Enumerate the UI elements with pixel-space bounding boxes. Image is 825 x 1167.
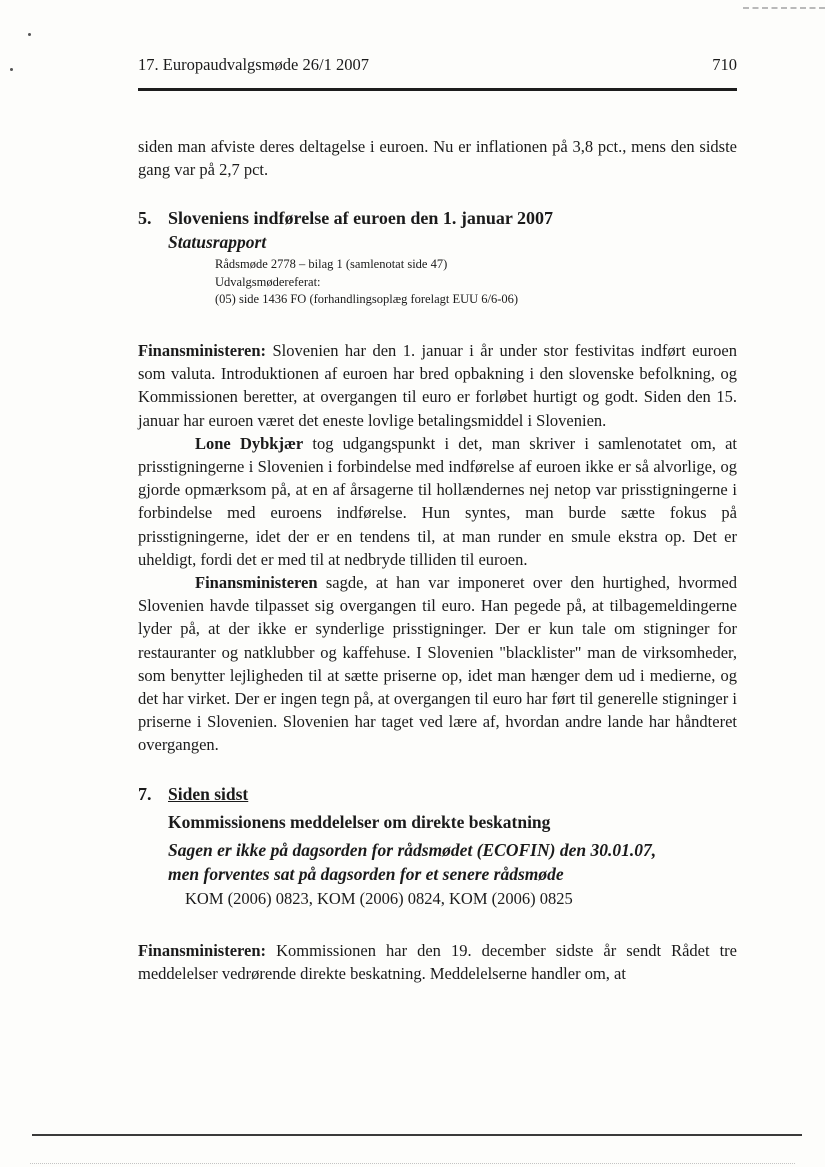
section-5-number: 5.: [138, 208, 152, 229]
section-7-subtitle-italic: Sagen er ikke på dagsorden for rådsmødet (ECOFIN) den 30.01.07, men forventes sat på dagsorden for et senere rådsmøde: [168, 839, 657, 884]
ref-line: Rådsmøde 2778 – bilag 1 (samlenotat side 47): [215, 257, 448, 272]
intro-paragraph: siden man afviste deres deltagelse i euroen. Nu er inflationen på 3,8 pct., mens den sidste gang var på 2,7 pct.: [138, 137, 737, 180]
paragraph-finance-minister-2: [138, 571, 737, 757]
section-7-subtitle-bold: Kommissionens meddelelser om direkte beskatning: [168, 811, 551, 832]
section-5: [138, 208, 737, 309]
paragraph-finance-minister-1: [138, 339, 737, 432]
section-5-references: [168, 256, 737, 309]
paragraph-text: Slovenien har den 1. januar i år under stor festivitas indført euroen som valuta. Introduktionen af euroen har bred opbakning i den slovenske befolkning, og Kommissionen beretter, at overgangen til euro er forløbet hurtigt og godt. Siden den 15. januar har euroen været det eneste lovlige betalingsmiddel i Slovenien.: [138, 340, 737, 430]
speaker-name: Finansministeren: [195, 572, 318, 592]
scan-speck: [28, 33, 31, 36]
paragraph-lone-dybkjaer: [138, 432, 737, 571]
speaker-name: Lone Dybkjær: [195, 433, 304, 453]
scan-artifact-top: [743, 7, 825, 9]
scan-speck: [10, 68, 13, 71]
ref-line: (05) side 1436 FO (forhandlingsoplæg forelagt EUU 6/6-06): [215, 292, 519, 307]
kom-references: KOM (2006) 0823, KOM (2006) 0824, KOM (2006) 0825: [185, 888, 573, 908]
scan-artifact-bottom: [30, 1163, 795, 1164]
document-page: [138, 55, 737, 985]
bottom-rule: [32, 1134, 802, 1136]
section-7-number: 7.: [138, 783, 152, 804]
speaker-name: Finansministeren:: [138, 940, 267, 960]
header-rule: [138, 88, 737, 91]
section-5-subtitle: Statusrapport: [168, 232, 267, 253]
paragraph-text: tog udgangspunkt i det, man skriver i samlenotatet om, at prisstigningerne i Slovenien i forbindelse med indførelse af euroen ikke er så alvorlige, og gjorde opmærksom på, at en af årsagerne til hollændernes nej netop var prisstigningerne i forbindelse med euroens indførelse. Hun syntes, man burde sætte fokus på prisstigningerne, idet der er en tendens til, at man runder en smule ekstra op. Det er uheldigt, fordi det er med til at nedbryde tilliden til euroen.: [138, 433, 737, 569]
page-header: [138, 55, 737, 75]
ref-line: Udvalgsmødereferat:: [215, 274, 321, 289]
paragraph-text: Kommissionen har den 19. december sidste år sendt Rådet tre meddelelser vedrørende direkte beskatning. Meddelelserne handler om, at: [138, 940, 737, 983]
section-7: [138, 784, 737, 909]
speaker-name: Finansministeren:: [138, 340, 267, 360]
paragraph-text: sagde, at han var imponeret over den hurtighed, hvormed Slovenien havde tilpasset sig overgangen til euro. Han pegede på, at tilbagemeldingerne lyder på, at der ikke er synderlige prisstigninger. Der er kun tale om stigninger for restauranter og natklubber og kaffehuse. I Slovenien "blacklister" man de virksomheder, som benytter lejligheden til at sætte priserne op, idet man hænger dem ud i medierne, og det har virket. Der er ingen tegn på, at overgangen til euro har ført til generelle stigninger i priserne i Slovenien. Slovenien har taget ved lære af, hvordan andre lande har håndteret overgangen.: [138, 572, 737, 755]
section-7-title: Siden sidst: [168, 783, 249, 804]
paragraph-finance-minister-3: [138, 939, 737, 985]
header-title: 17. Europaudvalgsmøde 26/1 2007: [138, 55, 369, 74]
section-5-title: Sloveniens indførelse af euroen den 1. januar 2007: [168, 208, 554, 229]
page-number: 710: [712, 55, 737, 74]
